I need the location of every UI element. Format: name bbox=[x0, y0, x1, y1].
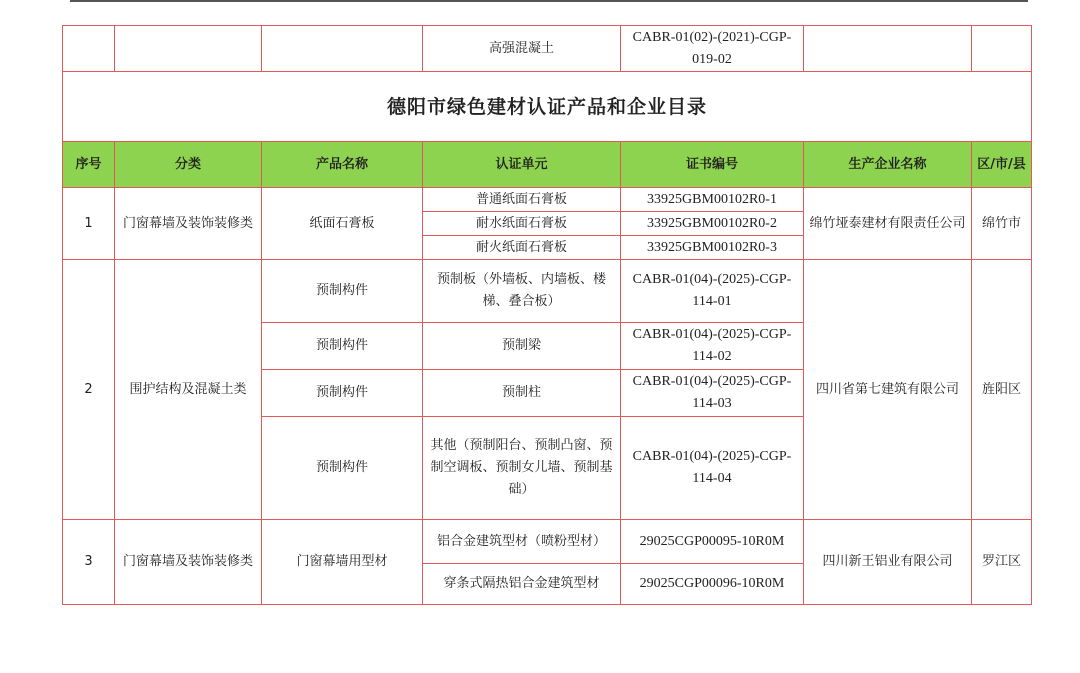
table-row bbox=[63, 260, 1032, 323]
cell-unit: 预制梁 bbox=[423, 323, 621, 370]
table-row bbox=[63, 188, 1032, 212]
cell-company: 四川新王铝业有限公司 bbox=[804, 520, 972, 605]
table-title: 德阳市绿色建材认证产品和企业目录 bbox=[63, 72, 1032, 142]
cell-district: 旌阳区 bbox=[972, 260, 1032, 520]
cell-product: 纸面石膏板 bbox=[262, 188, 423, 260]
cell-product: 预制构件 bbox=[262, 417, 423, 520]
cell-district bbox=[972, 26, 1032, 72]
cell-cert: CABR-01(04)-(2025)-CGP-114-01 bbox=[621, 260, 804, 323]
cell-company: 四川省第七建筑有限公司 bbox=[804, 260, 972, 520]
cell-district: 绵竹市 bbox=[972, 188, 1032, 260]
header-product: 产品名称 bbox=[262, 142, 423, 188]
cell-no bbox=[63, 26, 115, 72]
cell-product: 预制构件 bbox=[262, 323, 423, 370]
table-row bbox=[63, 520, 1032, 564]
cell-cert: 33925GBM00102R0-2 bbox=[621, 212, 804, 236]
cell-product: 门窗幕墙用型材 bbox=[262, 520, 423, 605]
header-district: 区/市/县 bbox=[972, 142, 1032, 188]
cell-no: 1 bbox=[63, 188, 115, 260]
cell-unit: 普通纸面石膏板 bbox=[423, 188, 621, 212]
cell-unit: 其他（预制阳台、预制凸窗、预制空调板、预制女儿墙、预制基础） bbox=[423, 417, 621, 520]
cell-unit: 预制柱 bbox=[423, 370, 621, 417]
header-company: 生产企业名称 bbox=[804, 142, 972, 188]
header-no: 序号 bbox=[63, 142, 115, 188]
title-row bbox=[63, 72, 1032, 142]
cell-product: 预制构件 bbox=[262, 370, 423, 417]
catalog-table bbox=[62, 25, 1032, 605]
cell-company: 绵竹垭泰建材有限责任公司 bbox=[804, 188, 972, 260]
cell-cert: 33925GBM00102R0-3 bbox=[621, 236, 804, 260]
cell-unit: 铝合金建筑型材（喷粉型材） bbox=[423, 520, 621, 564]
cell-unit: 高强混凝土 bbox=[423, 26, 621, 72]
header-category: 分类 bbox=[115, 142, 262, 188]
header-unit: 认证单元 bbox=[423, 142, 621, 188]
cell-category: 门窗幕墙及装饰装修类 bbox=[115, 520, 262, 605]
header-cert: 证书编号 bbox=[621, 142, 804, 188]
cell-unit: 预制板（外墙板、内墙板、楼梯、叠合板） bbox=[423, 260, 621, 323]
header-rule bbox=[70, 0, 1028, 2]
cell-no: 2 bbox=[63, 260, 115, 520]
cell-unit: 耐火纸面石膏板 bbox=[423, 236, 621, 260]
cell-district: 罗江区 bbox=[972, 520, 1032, 605]
cell-cert: 29025CGP00095-10R0M bbox=[621, 520, 804, 564]
header-row bbox=[63, 142, 1032, 188]
cell-unit: 耐水纸面石膏板 bbox=[423, 212, 621, 236]
cell-cert: CABR-01(02)-(2021)-CGP-019-02 bbox=[621, 26, 804, 72]
cell-no: 3 bbox=[63, 520, 115, 605]
cell-cert: CABR-01(04)-(2025)-CGP-114-02 bbox=[621, 323, 804, 370]
cell-category: 门窗幕墙及装饰装修类 bbox=[115, 188, 262, 260]
cell-cert: 33925GBM00102R0-1 bbox=[621, 188, 804, 212]
cell-category: 围护结构及混凝土类 bbox=[115, 260, 262, 520]
cell-product: 预制构件 bbox=[262, 260, 423, 323]
cell-product bbox=[262, 26, 423, 72]
cell-company bbox=[804, 26, 972, 72]
table-row bbox=[63, 26, 1032, 72]
cell-cert: CABR-01(04)-(2025)-CGP-114-03 bbox=[621, 370, 804, 417]
cell-unit: 穿条式隔热铝合金建筑型材 bbox=[423, 564, 621, 605]
cell-cert: 29025CGP00096-10R0M bbox=[621, 564, 804, 605]
cell-cert: CABR-01(04)-(2025)-CGP-114-04 bbox=[621, 417, 804, 520]
cell-category bbox=[115, 26, 262, 72]
